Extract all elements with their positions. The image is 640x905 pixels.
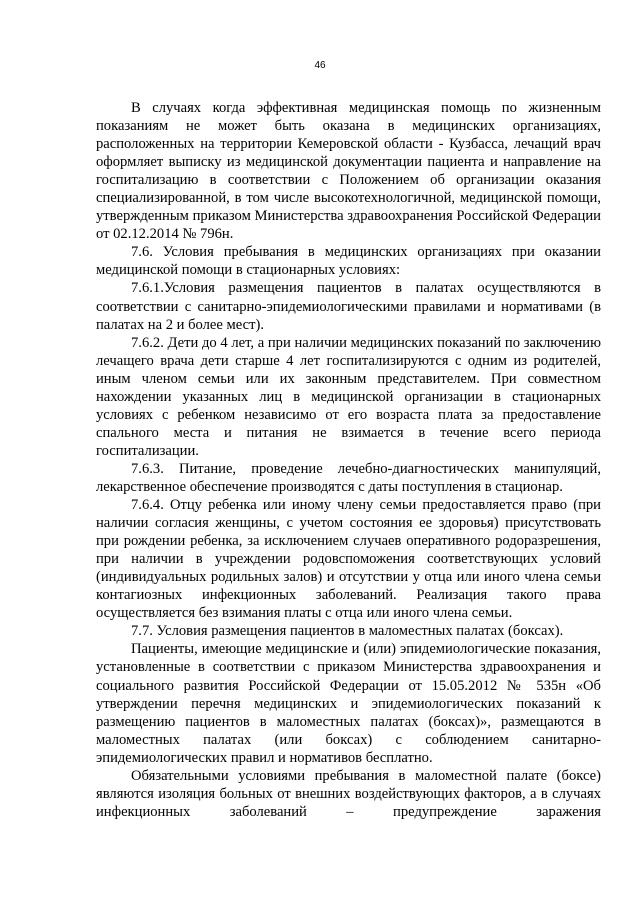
paragraph-section-7-6-2: 7.6.2. Дети до 4 лет, а при наличии медицинских показаний по заключению лечащего врача дети старше 4 лет госпитализируются с одним из родителей, иным членом семьи или их законным представителем. При совместном нахождении указанных лиц в медицинской организации в стационарных условиях с ребенком независимо от его возраста плата за предоставление спального места и питания не взимается в течение всего периода госпитализации. [96, 334, 601, 459]
paragraph-section-7-6-1: 7.6.1.Условия размещения пациентов в палатах осуществляются в соответствии с санитарно-эпидемиологическими правилами и нормативами (в палатах на 2 и более мест). [96, 280, 601, 333]
paragraph-small-wards-indications: Пациенты, имеющие медицинские и (или) эпидемиологические показания, установленные в соответствии с приказом Министерства здравоохранения и социального развития Российской Федерации от 15.05.2012 № 535н «Об утверждении перечня медицинских и эпидемиологических показаний к размещению пациентов в маломестных палатах (боксах)», размещаются в маломестных палатах (или боксах) с соблюдением санитарно-эпидемиологических правил и нормативов бесплатно. [96, 641, 601, 766]
paragraph-section-7-6-3: 7.6.3. Питание, проведение лечебно-диагностических манипуляций, лекарственное обеспечение производятся с даты поступления в стационар. [96, 460, 601, 495]
paragraph-section-7-6-4: 7.6.4. Отцу ребенка или иному члену семьи предоставляется право (при наличии согласия женщины, с учетом состояния ее здоровья) присутствовать при рождении ребенка, за исключением случаев оперативного родоразрешения, при наличии в учреждении родовспоможения соответствующих условий (индивидуальных родильных залов) и отсутствии у отца или иного члена семьи контагиозных инфекционных заболеваний. Реализация такого права осуществляется без взимания платы с отца или иного члена семьи. [96, 497, 601, 622]
paragraph-section-7-7: 7.7. Условия размещения пациентов в маломестных палатах (боксах). [131, 623, 564, 640]
document-body [96, 99, 601, 821]
page-number: 46 [314, 60, 326, 71]
paragraph-small-wards-conditions: Обязательными условиями пребывания в маломестной палате (боксе) являются изоляция больных от внешних воздействующих факторов, а в случаях инфекционных заболеваний – предупреждение заражения [96, 767, 601, 820]
paragraph-section-7-6: 7.6. Условия пребывания в медицинских организациях при оказании медицинской помощи в стационарных условиях: [96, 244, 601, 279]
paragraph-referral: В случаях когда эффективная медицинская помощь по жизненным показаниям не может быть оказана в медицинских организациях, расположенных на территории Кемеровской области - Кузбасса, лечащий врач оформляет выписку из медицинской документации пациента и направление на госпитализацию в соответствии с Положением об организации оказания специализированной, в том числе высокотехнологичной, медицинской помощи, утвержденным приказом Министерства здравоохранения Российской Федерации от 02.12.2014 № 796н. [96, 100, 601, 243]
